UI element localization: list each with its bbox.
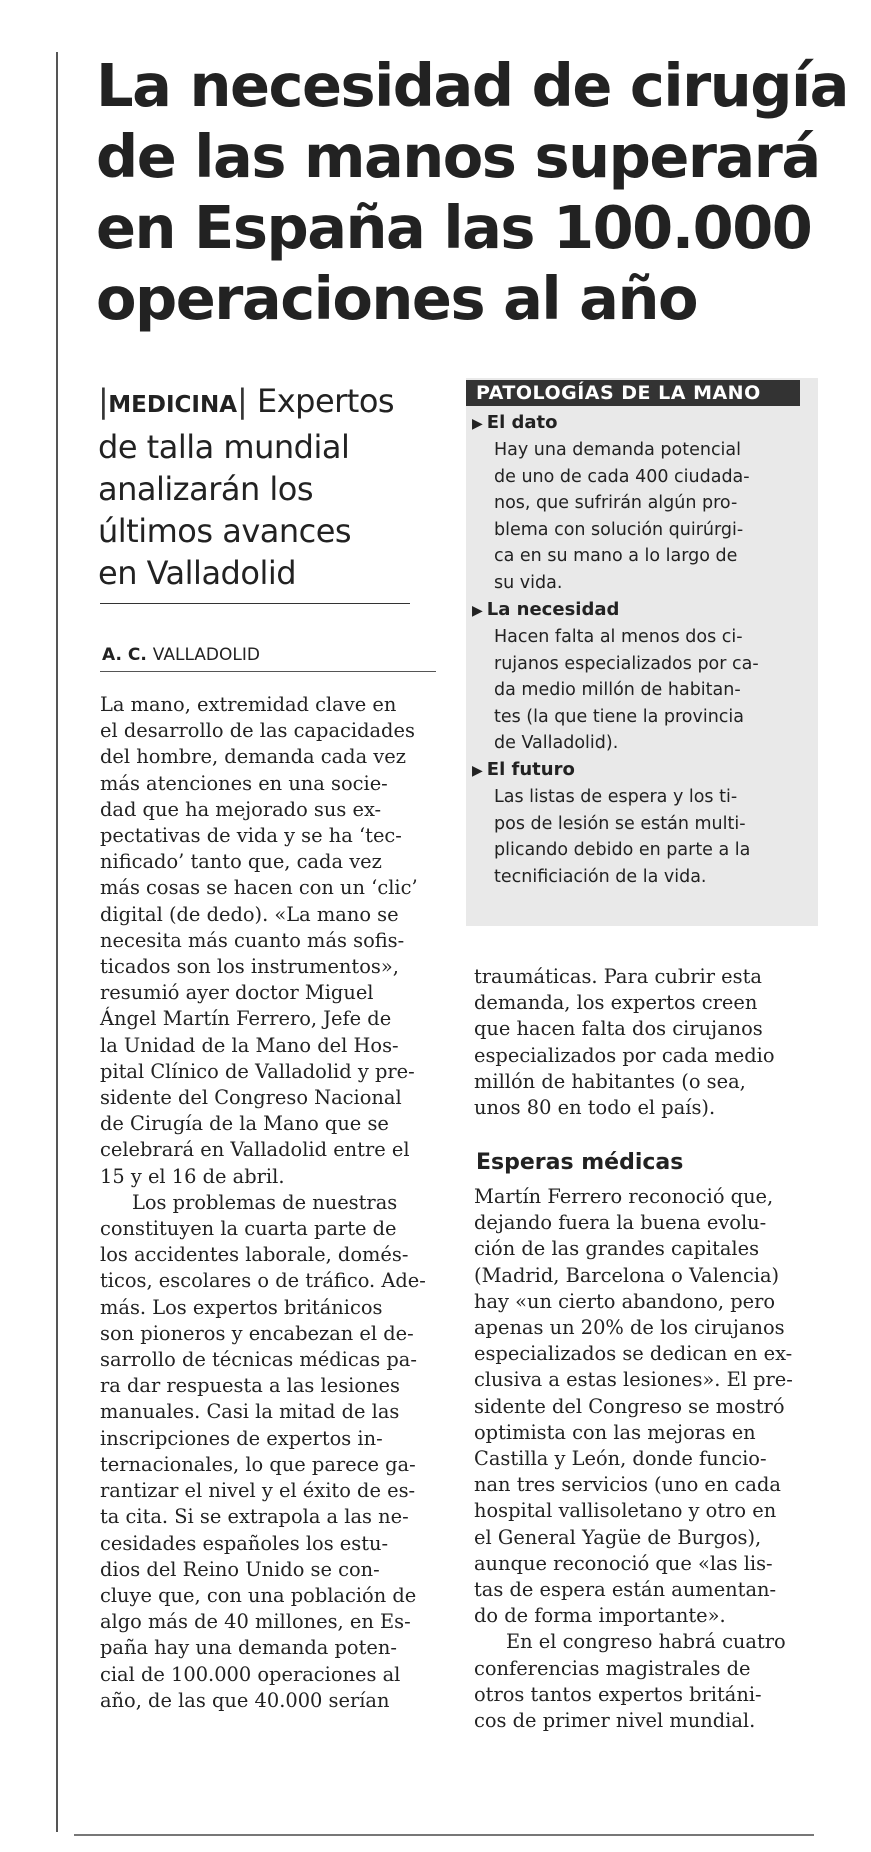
- sidebar-line: plicando debido en parte a la: [494, 840, 751, 860]
- body-line: inscripciones de expertos in-: [100, 1426, 383, 1450]
- body-line: de Cirugía de la Mano que se: [100, 1112, 389, 1136]
- subhead-line-1: [98, 380, 428, 426]
- body-line: especializados se dedican en ex-: [474, 1342, 793, 1366]
- body-line: clusiva a estas lesiones». El pre-: [474, 1368, 793, 1392]
- body-column-left: [100, 692, 450, 1714]
- body-line: Castilla y León, donde funcio-: [474, 1447, 767, 1471]
- sidebar-line: Las listas de espera y los ti-: [494, 787, 738, 807]
- sidebar-line: blema con solución quirúrgi-: [494, 519, 744, 540]
- sidebar-line: Hacen falta al menos dos ci-: [494, 627, 743, 647]
- headline-line: La necesidad de cirugía: [96, 51, 848, 120]
- body-line: especializados por cada medio: [474, 1043, 775, 1067]
- body-column-right-top: [474, 964, 824, 1121]
- triangle-arrow-icon: ▶: [472, 763, 483, 779]
- page-rule-bottom: [74, 1834, 814, 1836]
- body-line: que hacen falta dos cirujanos: [474, 1017, 763, 1041]
- sidebar-line: tes (la que tiene la provincia: [494, 706, 745, 727]
- sidebar-item-el-dato: [466, 410, 818, 596]
- body-line: más. Los expertos británicos: [100, 1295, 383, 1319]
- body-line: 15 y el 16 de abril.: [100, 1164, 285, 1188]
- body-line: apenas un 20% de los cirujanos: [474, 1316, 785, 1340]
- sidebar-line: pos de lesión se están multi-: [494, 813, 746, 834]
- body-line: más atenciones en una socie-: [100, 771, 388, 795]
- body-line: digital (de dedo). «La mano se: [100, 902, 399, 926]
- sidebar-item-heading-text: El dato: [486, 412, 558, 433]
- body-line: rantizar el nivel y el éxito de es-: [100, 1479, 416, 1503]
- sidebar-item-heading-text: La necesidad: [486, 599, 620, 620]
- body-paragraph: [474, 1629, 824, 1734]
- body-line: En el congreso habrá cuatro: [506, 1630, 786, 1654]
- body-line: tas de espera están aumentan-: [474, 1578, 777, 1602]
- body-line: demanda, los expertos creen: [474, 991, 758, 1015]
- body-line: dejando fuera la buena evolu-: [474, 1211, 767, 1235]
- body-line: pectativas de vida y se ha ‘tec-: [100, 824, 402, 848]
- body-line: año, de las que 40.000 serían: [100, 1688, 390, 1712]
- sidebar-line: de uno de cada 400 ciudada-: [494, 466, 750, 487]
- sidebar-line: rujanos especializados por ca-: [494, 653, 759, 674]
- sidebar-line: su vida.: [494, 572, 563, 593]
- body-line: La mano, extremidad clave en: [100, 693, 397, 716]
- body-line: Martín Ferrero reconoció que,: [474, 1185, 774, 1208]
- body-line: ticados son los instrumentos»,: [100, 955, 399, 979]
- body-line: ta cita. Si se extrapola a las ne-: [100, 1505, 409, 1529]
- body-line: do de forma importante».: [474, 1604, 726, 1628]
- body-paragraph: [100, 692, 450, 1190]
- body-line: otros tantos expertos británi-: [474, 1682, 762, 1706]
- body-line: ción de las grandes capitales: [474, 1237, 760, 1261]
- body-paragraph: [474, 1184, 824, 1629]
- sidebar-item-heading: [466, 410, 818, 437]
- section-subtitle: Esperas médicas: [476, 1150, 684, 1175]
- body-line: son pioneros y encabezan el de-: [100, 1321, 414, 1345]
- byline-location: VALLADOLID: [152, 645, 260, 665]
- sidebar-item-body: [466, 624, 818, 757]
- body-line: conferencias magistrales de: [474, 1656, 751, 1680]
- body-line: ternacionales, lo que parece ga-: [100, 1452, 416, 1476]
- body-line: la Unidad de la Mano del Hos-: [100, 1033, 399, 1057]
- headline-line: de las manos superará: [96, 122, 820, 191]
- body-line: pital Clínico de Valladolid y pre-: [100, 1059, 415, 1083]
- separator-bar: |: [237, 382, 248, 420]
- column-rule-left: [56, 52, 58, 1832]
- body-line: Ángel Martín Ferrero, Jefe de: [100, 1007, 392, 1031]
- triangle-arrow-icon: ▶: [472, 603, 483, 619]
- sidebar-item-body: [466, 784, 818, 890]
- body-line: más cosas se hacen con un ‘clic’: [100, 876, 418, 900]
- body-line: nan tres servicios (uno en cada: [474, 1473, 781, 1497]
- separator-bar: |: [98, 382, 109, 420]
- subhead: [98, 380, 428, 594]
- body-line: unos 80 en todo el país).: [474, 1096, 716, 1120]
- body-line: los accidentes laborale, domés-: [100, 1243, 409, 1267]
- body-line: del hombre, demanda cada vez: [100, 745, 406, 769]
- subhead-text: analizarán los: [98, 470, 314, 508]
- sidebar-item-body: [466, 437, 818, 596]
- headline-line: en España las 100.000: [96, 193, 812, 262]
- body-line: sarrollo de técnicas médicas pa-: [100, 1348, 417, 1372]
- sidebar-line: ca en su mano a lo largo de: [494, 546, 738, 566]
- triangle-arrow-icon: ▶: [472, 416, 483, 432]
- body-line: necesita más cuanto más sofis-: [100, 928, 405, 952]
- sidebar-item-heading: [466, 597, 818, 624]
- body-line: traumáticas. Para cubrir esta: [474, 965, 762, 988]
- body-line: dad que ha mejorado sus ex-: [100, 797, 382, 821]
- body-line: cial de 100.000 operaciones al: [100, 1662, 401, 1686]
- sidebar-item-heading-text: El futuro: [486, 759, 575, 780]
- body-line: Los problemas de nuestras: [132, 1190, 398, 1214]
- byline-divider: [100, 671, 436, 672]
- body-line: el General Yagüe de Burgos),: [474, 1525, 762, 1549]
- sidebar-line: tecnificiación de la vida.: [494, 866, 707, 887]
- subhead-divider: [100, 603, 410, 604]
- byline-author: A. C.: [102, 645, 147, 665]
- body-line: algo más de 40 millones, en Es-: [100, 1610, 411, 1634]
- headline: [96, 50, 848, 334]
- sidebar-item-el-futuro: [466, 757, 818, 890]
- body-paragraph: [100, 1190, 450, 1714]
- byline: [102, 645, 432, 665]
- body-line: sidente del Congreso se mostró: [474, 1394, 785, 1418]
- body-paragraph: [474, 964, 824, 1121]
- body-line: aunque reconoció que «las lis-: [474, 1551, 773, 1575]
- subhead-text: últimos avances: [98, 512, 352, 550]
- body-line: (Madrid, Barcelona o Valencia): [474, 1263, 780, 1287]
- body-line: resumió ayer doctor Miguel: [100, 981, 374, 1005]
- sidebar-line: Hay una demanda potencial: [494, 440, 742, 460]
- body-line: el desarrollo de las capacidades: [100, 719, 415, 743]
- body-line: paña hay una demanda poten-: [100, 1636, 397, 1660]
- body-line: ticos, escolares o de tráfico. Ade-: [100, 1269, 426, 1293]
- sidebar-line: nos, que sufrirán algún pro-: [494, 493, 738, 513]
- sidebar-title: PATOLOGÍAS DE LA MANO: [466, 380, 800, 406]
- body-line: cluye que, con una población de: [100, 1583, 417, 1607]
- subhead-text: de talla mundial: [98, 428, 350, 466]
- body-line: sidente del Congreso Nacional: [100, 1086, 402, 1110]
- body-line: ra dar respuesta a las lesiones: [100, 1374, 400, 1398]
- sidebar-item-la-necesidad: [466, 597, 818, 757]
- body-line: nificado’ tanto que, cada vez: [100, 850, 382, 874]
- headline-line: operaciones al año: [96, 264, 698, 333]
- sidebar-item-heading: [466, 757, 818, 784]
- subhead-text: Expertos: [256, 382, 395, 420]
- sidebar-line: de Valladolid).: [494, 733, 619, 753]
- body-line: cos de primer nivel mundial.: [474, 1709, 756, 1733]
- body-line: manuales. Casi la mitad de las: [100, 1400, 400, 1424]
- section-label: MEDICINA: [108, 392, 238, 418]
- body-line: hay «un cierto abandono, pero: [474, 1289, 776, 1313]
- body-line: constituyen la cuarta parte de: [100, 1217, 397, 1241]
- body-column-right-bottom: [474, 1184, 824, 1734]
- subhead-text: en Valladolid: [98, 554, 297, 592]
- body-line: millón de habitantes (o sea,: [474, 1069, 746, 1093]
- body-line: hospital vallisoletano y otro en: [474, 1499, 777, 1523]
- body-line: dios del Reino Unido se con-: [100, 1557, 380, 1581]
- body-line: optimista con las mejoras en: [474, 1420, 756, 1444]
- sidebar-line: da medio millón de habitan-: [494, 680, 741, 700]
- body-line: cesidades españoles los estu-: [100, 1531, 389, 1555]
- body-line: celebrará en Valladolid entre el: [100, 1138, 410, 1162]
